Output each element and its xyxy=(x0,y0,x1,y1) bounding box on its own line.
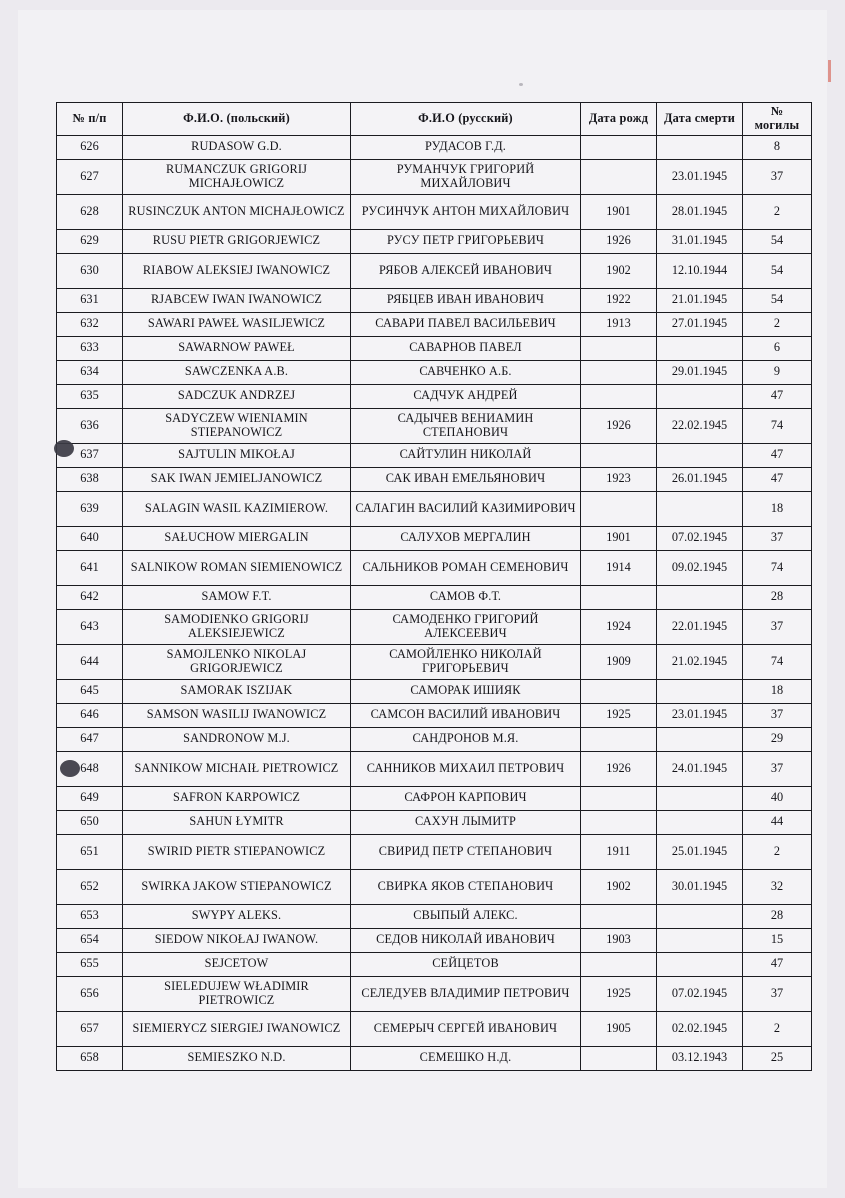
cell-death-date xyxy=(657,786,743,810)
cell-name-polish: SWYPY ALEKS. xyxy=(123,904,351,928)
cell-grave-number: 47 xyxy=(743,443,812,467)
cell-grave-number: 18 xyxy=(743,679,812,703)
cell-name-polish: SAHUN ŁYMITR xyxy=(123,810,351,834)
paper-sheet xyxy=(18,10,827,1188)
cell-name-polish: SAMODIENKO GRIGORIJ ALEKSIEJEWICZ xyxy=(123,609,351,644)
cell-grave-number: 37 xyxy=(743,526,812,550)
cell-name-polish: SAMORAK ISZIJAK xyxy=(123,679,351,703)
cell-name-polish: SAŁUCHOW MIERGALIN xyxy=(123,526,351,550)
table-row xyxy=(57,312,812,336)
cell-number: 650 xyxy=(57,810,123,834)
cell-number: 655 xyxy=(57,952,123,976)
cell-death-date xyxy=(657,443,743,467)
cell-birth-date xyxy=(581,159,657,194)
cell-birth-date xyxy=(581,336,657,360)
cell-birth-date xyxy=(581,135,657,159)
cell-number: 626 xyxy=(57,135,123,159)
cell-grave-number: 28 xyxy=(743,585,812,609)
cell-number: 641 xyxy=(57,550,123,585)
column-header-number: № п/п xyxy=(57,103,123,136)
cell-birth-date: 1902 xyxy=(581,253,657,288)
table-row xyxy=(57,550,812,585)
cell-name-polish: SAWARI PAWEŁ WASILJEWICZ xyxy=(123,312,351,336)
table-row xyxy=(57,703,812,727)
cell-death-date: 31.01.1945 xyxy=(657,229,743,253)
cell-birth-date xyxy=(581,727,657,751)
cell-grave-number: 29 xyxy=(743,727,812,751)
cell-name-polish: SWIRKA JAKOW STIEPANOWICZ xyxy=(123,869,351,904)
paper-speck xyxy=(519,83,523,86)
cell-number: 648 xyxy=(57,751,123,786)
cell-number: 639 xyxy=(57,491,123,526)
cell-name-polish: SALNIKOW ROMAN SIEMIENOWICZ xyxy=(123,550,351,585)
cell-name-polish: RUMANCZUK GRIGORIJ MICHAJŁOWICZ xyxy=(123,159,351,194)
cell-name-russian: САЛАГИН ВАСИЛИЙ КАЗИМИРОВИЧ xyxy=(351,491,581,526)
cell-name-russian: САЛЬНИКОВ РОМАН СЕМЕНОВИЧ xyxy=(351,550,581,585)
cell-birth-date: 1925 xyxy=(581,703,657,727)
cell-grave-number: 2 xyxy=(743,194,812,229)
cell-grave-number: 37 xyxy=(743,751,812,786)
cell-name-polish: SEMIESZKO N.D. xyxy=(123,1046,351,1070)
cell-name-russian: САМСОН ВАСИЛИЙ ИВАНОВИЧ xyxy=(351,703,581,727)
cell-number: 631 xyxy=(57,288,123,312)
table-row xyxy=(57,727,812,751)
cell-name-russian: САВЧЕНКО А.Б. xyxy=(351,360,581,384)
column-header-name-russian: Ф.И.О (русский) xyxy=(351,103,581,136)
cell-name-russian: РУСИНЧУК АНТОН МИХАЙЛОВИЧ xyxy=(351,194,581,229)
cell-death-date: 25.01.1945 xyxy=(657,834,743,869)
cell-number: 649 xyxy=(57,786,123,810)
table-row xyxy=(57,526,812,550)
register-table-container xyxy=(56,102,811,1071)
cell-birth-date xyxy=(581,810,657,834)
table-row xyxy=(57,786,812,810)
cell-grave-number: 37 xyxy=(743,703,812,727)
cell-death-date xyxy=(657,585,743,609)
cell-number: 654 xyxy=(57,928,123,952)
table-row xyxy=(57,253,812,288)
cell-number: 644 xyxy=(57,644,123,679)
ink-blot-marker xyxy=(54,440,74,457)
cell-name-polish: SAMSON WASILIJ IWANOWICZ xyxy=(123,703,351,727)
cell-name-polish: SIEMIERYCZ SIERGIEJ IWANOWICZ xyxy=(123,1011,351,1046)
table-row xyxy=(57,159,812,194)
cell-birth-date: 1901 xyxy=(581,526,657,550)
cell-death-date: 03.12.1943 xyxy=(657,1046,743,1070)
cell-death-date: 26.01.1945 xyxy=(657,467,743,491)
cell-name-russian: РУМАНЧУК ГРИГОРИЙ МИХАЙЛОВИЧ xyxy=(351,159,581,194)
cell-grave-number: 2 xyxy=(743,312,812,336)
cell-grave-number: 44 xyxy=(743,810,812,834)
cell-death-date xyxy=(657,727,743,751)
cell-birth-date: 1922 xyxy=(581,288,657,312)
cell-name-polish: SADYCZEW WIENIAMIN STIEPANOWICZ xyxy=(123,408,351,443)
cell-number: 633 xyxy=(57,336,123,360)
cell-birth-date: 1914 xyxy=(581,550,657,585)
cell-name-russian: САДЧУК АНДРЕЙ xyxy=(351,384,581,408)
table-row xyxy=(57,135,812,159)
cell-birth-date: 1903 xyxy=(581,928,657,952)
cell-birth-date: 1901 xyxy=(581,194,657,229)
cell-death-date: 09.02.1945 xyxy=(657,550,743,585)
cell-name-russian: РЯБЦЕВ ИВАН ИВАНОВИЧ xyxy=(351,288,581,312)
cell-grave-number: 47 xyxy=(743,952,812,976)
cell-birth-date xyxy=(581,360,657,384)
cell-birth-date xyxy=(581,585,657,609)
cell-number: 657 xyxy=(57,1011,123,1046)
cell-number: 632 xyxy=(57,312,123,336)
cell-birth-date xyxy=(581,443,657,467)
cell-name-russian: САМОВ Ф.Т. xyxy=(351,585,581,609)
cell-grave-number: 2 xyxy=(743,834,812,869)
cell-death-date: 12.10.1944 xyxy=(657,253,743,288)
cell-name-polish: SEJCETOW xyxy=(123,952,351,976)
cell-grave-number: 74 xyxy=(743,644,812,679)
cell-name-russian: САМОРАК ИШИЯК xyxy=(351,679,581,703)
table-row xyxy=(57,288,812,312)
cell-name-russian: СВИРИД ПЕТР СТЕПАНОВИЧ xyxy=(351,834,581,869)
cell-birth-date: 1913 xyxy=(581,312,657,336)
cell-grave-number: 54 xyxy=(743,229,812,253)
cell-grave-number: 6 xyxy=(743,336,812,360)
cell-death-date: 07.02.1945 xyxy=(657,976,743,1011)
cell-name-polish: RUDASOW G.D. xyxy=(123,135,351,159)
cell-grave-number: 74 xyxy=(743,550,812,585)
cell-number: 638 xyxy=(57,467,123,491)
cell-name-russian: РУДАСОВ Г.Д. xyxy=(351,135,581,159)
table-row xyxy=(57,609,812,644)
cell-name-polish: SWIRID PIETR STIEPANOWICZ xyxy=(123,834,351,869)
cell-name-russian: САДЫЧЕВ ВЕНИАМИН СТЕПАНОВИЧ xyxy=(351,408,581,443)
cell-death-date: 27.01.1945 xyxy=(657,312,743,336)
cell-grave-number: 74 xyxy=(743,408,812,443)
cell-death-date xyxy=(657,384,743,408)
cell-death-date xyxy=(657,336,743,360)
cell-grave-number: 18 xyxy=(743,491,812,526)
cell-birth-date: 1905 xyxy=(581,1011,657,1046)
cell-number: 647 xyxy=(57,727,123,751)
cell-grave-number: 25 xyxy=(743,1046,812,1070)
table-row xyxy=(57,467,812,491)
cell-death-date: 30.01.1945 xyxy=(657,869,743,904)
cell-name-polish: SAJTULIN MIKOŁAJ xyxy=(123,443,351,467)
cell-grave-number: 8 xyxy=(743,135,812,159)
column-header-death-date: Дата смерти xyxy=(657,103,743,136)
cell-grave-number: 54 xyxy=(743,253,812,288)
table-row xyxy=(57,194,812,229)
table-row xyxy=(57,869,812,904)
cell-name-polish: SAMOW F.T. xyxy=(123,585,351,609)
cell-grave-number: 15 xyxy=(743,928,812,952)
table-row xyxy=(57,1046,812,1070)
cell-birth-date: 1902 xyxy=(581,869,657,904)
cell-death-date xyxy=(657,679,743,703)
cell-name-polish: SADCZUK ANDRZEJ xyxy=(123,384,351,408)
cell-death-date: 22.02.1945 xyxy=(657,408,743,443)
column-header-grave-number: № могилы xyxy=(743,103,812,136)
cell-number: 628 xyxy=(57,194,123,229)
cell-grave-number: 37 xyxy=(743,976,812,1011)
table-row xyxy=(57,360,812,384)
edge-mark xyxy=(828,60,831,82)
cell-number: 646 xyxy=(57,703,123,727)
table-header xyxy=(57,103,812,136)
cell-death-date: 21.01.1945 xyxy=(657,288,743,312)
cell-birth-date: 1911 xyxy=(581,834,657,869)
cell-birth-date: 1923 xyxy=(581,467,657,491)
cell-number: 645 xyxy=(57,679,123,703)
cell-grave-number: 54 xyxy=(743,288,812,312)
table-row xyxy=(57,384,812,408)
cell-name-russian: САЛУХОВ МЕРГАЛИН xyxy=(351,526,581,550)
cell-death-date xyxy=(657,135,743,159)
cell-name-polish: SANDRONOW M.J. xyxy=(123,727,351,751)
column-header-name-polish: Ф.И.О. (польский) xyxy=(123,103,351,136)
cell-birth-date xyxy=(581,384,657,408)
cell-name-russian: СЕДОВ НИКОЛАЙ ИВАНОВИЧ xyxy=(351,928,581,952)
cell-death-date xyxy=(657,952,743,976)
cell-name-polish: SALAGIN WASIL KAZIMIEROW. xyxy=(123,491,351,526)
cell-name-polish: SAK IWAN JEMIELJANOWICZ xyxy=(123,467,351,491)
cell-number: 658 xyxy=(57,1046,123,1070)
cell-number: 629 xyxy=(57,229,123,253)
cell-death-date: 29.01.1945 xyxy=(657,360,743,384)
table-row xyxy=(57,585,812,609)
cell-name-russian: САФРОН КАРПОВИЧ xyxy=(351,786,581,810)
cell-death-date xyxy=(657,904,743,928)
table-row xyxy=(57,644,812,679)
cell-number: 652 xyxy=(57,869,123,904)
cell-name-russian: САХУН ЛЫМИТР xyxy=(351,810,581,834)
cell-name-russian: СЕЛЕДУЕВ ВЛАДИМИР ПЕТРОВИЧ xyxy=(351,976,581,1011)
cell-number: 635 xyxy=(57,384,123,408)
cell-name-polish: SAWARNOW PAWEŁ xyxy=(123,336,351,360)
cell-birth-date xyxy=(581,491,657,526)
cell-grave-number: 28 xyxy=(743,904,812,928)
header-row xyxy=(57,103,812,136)
cell-death-date: 02.02.1945 xyxy=(657,1011,743,1046)
cell-name-russian: СВЫПЫЙ АЛЕКС. xyxy=(351,904,581,928)
cell-name-polish: SAWCZENKA A.B. xyxy=(123,360,351,384)
cell-death-date xyxy=(657,810,743,834)
table-row xyxy=(57,976,812,1011)
cell-birth-date: 1924 xyxy=(581,609,657,644)
cell-name-polish: RUSINCZUK ANTON MICHAJŁOWICZ xyxy=(123,194,351,229)
column-header-birth-date: Дата рожд xyxy=(581,103,657,136)
cell-grave-number: 9 xyxy=(743,360,812,384)
cell-name-russian: РУСУ ПЕТР ГРИГОРЬЕВИЧ xyxy=(351,229,581,253)
table-row xyxy=(57,491,812,526)
cell-name-russian: САМОДЕНКО ГРИГОРИЙ АЛЕКСЕЕВИЧ xyxy=(351,609,581,644)
ink-blot-marker xyxy=(60,760,80,777)
cell-name-polish: SAFRON KARPOWICZ xyxy=(123,786,351,810)
cell-birth-date xyxy=(581,904,657,928)
table-row xyxy=(57,443,812,467)
cell-number: 636 xyxy=(57,408,123,443)
cell-number: 634 xyxy=(57,360,123,384)
cell-death-date: 24.01.1945 xyxy=(657,751,743,786)
cell-birth-date: 1909 xyxy=(581,644,657,679)
cell-name-polish: SIEDOW NIKOŁAJ IWANOW. xyxy=(123,928,351,952)
cell-birth-date xyxy=(581,1046,657,1070)
cell-grave-number: 40 xyxy=(743,786,812,810)
cell-name-russian: СВИРКА ЯКОВ СТЕПАНОВИЧ xyxy=(351,869,581,904)
cell-name-polish: SANNIKOW MICHAIŁ PIETROWICZ xyxy=(123,751,351,786)
table-row xyxy=(57,229,812,253)
cell-grave-number: 32 xyxy=(743,869,812,904)
cell-birth-date xyxy=(581,679,657,703)
cell-death-date: 23.01.1945 xyxy=(657,703,743,727)
cell-name-russian: СЕЙЦЕТОВ xyxy=(351,952,581,976)
cell-number: 630 xyxy=(57,253,123,288)
table-row xyxy=(57,928,812,952)
cell-birth-date xyxy=(581,786,657,810)
table-body xyxy=(57,135,812,1070)
table-row xyxy=(57,904,812,928)
table-row xyxy=(57,408,812,443)
cell-number: 651 xyxy=(57,834,123,869)
cell-name-russian: САВАРНОВ ПАВЕЛ xyxy=(351,336,581,360)
table-row xyxy=(57,751,812,786)
cell-name-russian: САННИКОВ МИХАИЛ ПЕТРОВИЧ xyxy=(351,751,581,786)
cell-death-date xyxy=(657,928,743,952)
cell-death-date xyxy=(657,491,743,526)
cell-number: 640 xyxy=(57,526,123,550)
cell-name-polish: RIABOW ALEKSIEJ IWANOWICZ xyxy=(123,253,351,288)
cell-birth-date: 1925 xyxy=(581,976,657,1011)
cell-death-date: 22.01.1945 xyxy=(657,609,743,644)
table-row xyxy=(57,810,812,834)
cell-name-russian: СЕМЕШКО Н.Д. xyxy=(351,1046,581,1070)
cell-grave-number: 37 xyxy=(743,609,812,644)
cell-grave-number: 47 xyxy=(743,467,812,491)
cell-name-russian: САК ИВАН ЕМЕЛЬЯНОВИЧ xyxy=(351,467,581,491)
table-row xyxy=(57,1011,812,1046)
cell-name-russian: РЯБОВ АЛЕКСЕЙ ИВАНОВИЧ xyxy=(351,253,581,288)
cell-name-polish: RUSU PIETR GRIGORJEWICZ xyxy=(123,229,351,253)
cell-name-russian: СЕМЕРЫЧ СЕРГЕЙ ИВАНОВИЧ xyxy=(351,1011,581,1046)
cell-number: 627 xyxy=(57,159,123,194)
cell-grave-number: 2 xyxy=(743,1011,812,1046)
cell-name-polish: SIELEDUJEW WŁADIMIR PIETROWICZ xyxy=(123,976,351,1011)
cell-birth-date: 1926 xyxy=(581,751,657,786)
cell-grave-number: 47 xyxy=(743,384,812,408)
cell-number: 653 xyxy=(57,904,123,928)
cell-number: 637 xyxy=(57,443,123,467)
cell-birth-date: 1926 xyxy=(581,229,657,253)
cell-name-russian: САНДРОНОВ М.Я. xyxy=(351,727,581,751)
cell-number: 643 xyxy=(57,609,123,644)
cell-death-date: 21.02.1945 xyxy=(657,644,743,679)
cell-name-russian: САЙТУЛИН НИКОЛАЙ xyxy=(351,443,581,467)
cell-number: 642 xyxy=(57,585,123,609)
table-row xyxy=(57,679,812,703)
cell-number: 656 xyxy=(57,976,123,1011)
cell-name-russian: САМОЙЛЕНКО НИКОЛАЙ ГРИГОРЬЕВИЧ xyxy=(351,644,581,679)
cell-birth-date: 1926 xyxy=(581,408,657,443)
cell-death-date: 28.01.1945 xyxy=(657,194,743,229)
cell-name-polish: SAMOJLENKO NIKOLAJ GRIGORJEWICZ xyxy=(123,644,351,679)
cell-birth-date xyxy=(581,952,657,976)
cell-name-russian: САВАРИ ПАВЕЛ ВАСИЛЬЕВИЧ xyxy=(351,312,581,336)
register-table xyxy=(56,102,812,1071)
table-row xyxy=(57,834,812,869)
table-row xyxy=(57,336,812,360)
cell-death-date: 23.01.1945 xyxy=(657,159,743,194)
cell-death-date: 07.02.1945 xyxy=(657,526,743,550)
cell-grave-number: 37 xyxy=(743,159,812,194)
cell-name-polish: RJABCEW IWAN IWANOWICZ xyxy=(123,288,351,312)
table-row xyxy=(57,952,812,976)
